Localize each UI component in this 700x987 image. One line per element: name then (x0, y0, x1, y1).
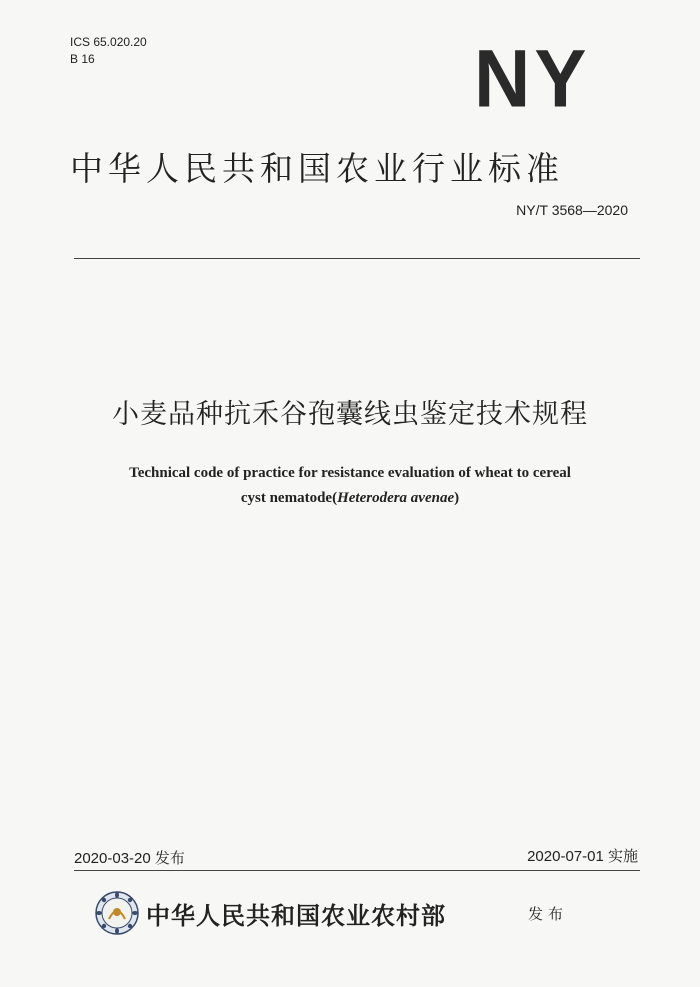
species-name: Heterodera avenae (337, 490, 455, 506)
classification-block (70, 34, 147, 68)
publisher-name: 中华人民共和国农业农村部 (146, 901, 446, 930)
ics-code: ICS 65.020.20 (70, 35, 147, 49)
title-english-line1: Technical code of practice for resistance evaluation of wheat to cereal (129, 465, 571, 481)
title-english-line2-suffix: ) (454, 490, 460, 506)
class-code: B 16 (70, 52, 95, 66)
top-divider (74, 258, 640, 259)
ministry-emblem-icon (94, 890, 140, 936)
publish-label: 发布 (528, 905, 569, 923)
title-english-line2-prefix: cyst nematode( (240, 490, 338, 506)
ny-logo: NY (474, 31, 591, 125)
title-chinese: 小麦品种抗禾谷孢囊线虫鉴定技术规程 (112, 399, 588, 430)
standard-code: NY/T 3568—2020 (516, 202, 628, 218)
title-english-line2 (0, 486, 700, 511)
issue-date: 2020-03-20 发布 (74, 850, 185, 867)
effective-date: 2020-07-01 实施 (527, 848, 638, 865)
bottom-divider (74, 870, 640, 871)
title-english (0, 461, 700, 511)
standard-type: 中华人民共和国农业行业标准 (70, 149, 564, 188)
